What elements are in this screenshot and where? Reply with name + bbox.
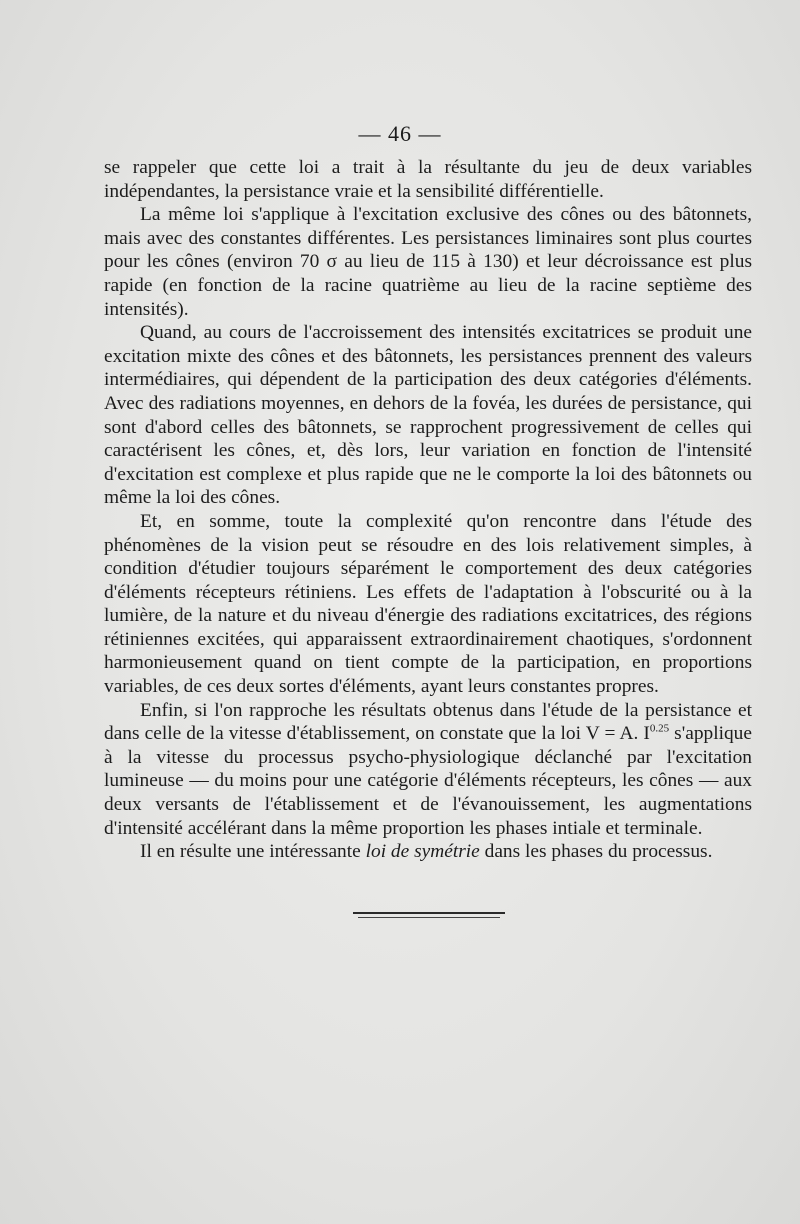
- section-divider: [353, 912, 505, 914]
- italic-term: loi de symétrie: [365, 841, 480, 863]
- paragraph-5-text-b: s'applique à la vitesse du processus psycho-physiologique déclanché par l'excitation lumineuse — du moins pour une catégorie d'éléments récepteurs, les cônes — aux deux versants de l'établissement et de l'évanouissement, les augmentations d'intensité accélérant dans la même proportion les phases intiale et terminale.: [104, 723, 752, 839]
- body-text: [104, 156, 752, 864]
- paragraph-6: [104, 840, 752, 864]
- exponent: 0.25: [649, 722, 670, 735]
- paragraph-6-text-b: dans les phases du processus.: [479, 841, 713, 863]
- page-number: — 46 —: [358, 121, 442, 146]
- paragraph-5-text-a: Enfin, si l'on rapproche les résultats obtenus dans l'étude de la persistance et dans celle de la vitesse d'établissement, on constate que la loi V = A. I: [104, 699, 752, 745]
- section-divider-secondary: [358, 917, 500, 918]
- paragraph-3: Quand, au cours de l'accroissement des intensités excitatrices se produit une excitation mixte des cônes et des bâtonnets, les persistances prennent des valeurs intermédiaires, qui dépendent de la participation des deux catégories d'éléments. Avec des radiations moyennes, en dehors de la fovéa, les durées de persistance, qui sont d'abord celles des bâtonnets, se rapprochent progressivement de celles qui caractérisent les cônes, et, dès lors, leur variation en fonction de l'intensité d'excitation est complexe et plus rapide que ne le comporte la loi des bâtonnets ou même la loi des cônes.: [104, 322, 752, 509]
- paragraph-1: se rappeler que cette loi a trait à la résultante du jeu de deux variables indépendantes, la persistance vraie et la sensibilité différentielle.: [104, 157, 752, 202]
- paragraph-6-text-a: Il en résulte une intéressante: [140, 841, 366, 863]
- paragraph-5: [104, 699, 752, 841]
- paragraph-2: La même loi s'applique à l'excitation exclusive des cônes ou des bâtonnets, mais avec des constantes différentes. Les persistances liminaires sont plus courtes pour les cônes (environ 70 σ au lieu de 115 à 130) et leur décroissance est plus rapide (en fonction de la racine quatrième au lieu de la racine septième des intensités).: [104, 204, 752, 320]
- paragraph-4: Et, en somme, toute la complexité qu'on rencontre dans l'étude des phénomènes de la vision peut se résoudre en des lois relativement simples, à condition d'étudier toujours séparément le comportement des deux catégories d'éléments récepteurs rétiniens. Les effets de l'adaptation à l'obscurité ou à la lumière, de la nature et du niveau d'énergie des radiations excitatrices, des régions rétiniennes excitées, qui apparaissent extraordinairement chaotiques, s'ordonnent harmonieusement quand on tient compte de la participation, en proportions variables, de ces deux sortes d'éléments, ayant leurs constantes propres.: [104, 510, 752, 698]
